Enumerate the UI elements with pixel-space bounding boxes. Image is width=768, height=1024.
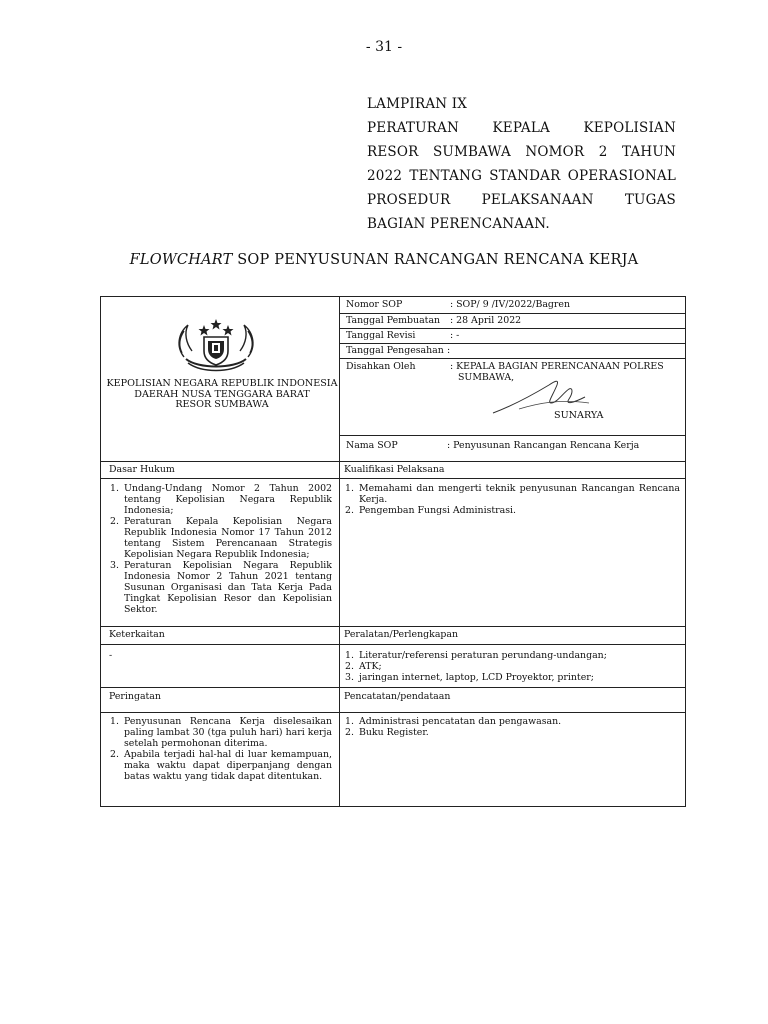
list-item: 2. Peraturan Kepala Kepolisian Negara Republik Indonesia Nomor 17 Tahun 2012 tentang Sistem Perencanaan Strategis Kepolisian Negara Republik Indonesia; [110,516,332,560]
tanggal-pembuatan-value: : 28 April 2022 [450,315,522,326]
list-item: 1. Memahami dan mengerti teknik penyusunan Rancangan Rencana Kerja. [345,483,680,505]
page-number: - 31 - [365,39,403,55]
row-divider [101,478,685,479]
list-item: 1. Penyusunan Rencana Kerja diselesaikan paling lambat 30 (tga puluh hari) hari kerja setelah permohonan diterima. [110,716,332,749]
tanggal-revisi-value: : - [450,330,460,341]
nomor-sop-label: Nomor SOP [346,299,403,310]
tanggal-pengesahan-value: : [447,345,451,356]
row-divider [101,644,685,645]
lampiran-line: 2022 TENTANG STANDAR OPERASIONAL [367,168,676,184]
tanggal-pengesahan-label: Tanggal Pengesahan [346,345,444,356]
dasar-hukum-list [102,483,332,615]
list-item: 1. Administrasi pencatatan dan pengawasan. [345,716,562,727]
nomor-sop-value: : SOP/ 9 /IV/2022/Bagren [450,299,570,310]
lampiran-line: LAMPIRAN IX [367,96,468,112]
row-divider [101,687,685,688]
section-kualifikasi-pelaksana: Kualifikasi Pelaksana [344,464,445,475]
section-keterkaitan: Keterkaitan [109,629,165,640]
row-divider [339,435,685,436]
organization-name [103,379,341,411]
nama-sop-label: Nama SOP [346,440,398,451]
nama-sop-value: : Penyusunan Rancangan Rencana Kerja [447,440,640,451]
lampiran-line: RESOR SUMBAWA NOMOR 2 TAHUN [367,144,676,160]
list-item: 2. ATK; [345,661,382,672]
org-line: RESOR SUMBAWA [175,399,269,410]
row-divider [339,343,685,344]
disahkan-oleh-value: : KEPALA BAGIAN PERENCANAAN POLRES [450,361,664,372]
list-item: 2. Apabila terjadi hal-hal di luar kemampuan, maka waktu dapat diperpanjang dengan batas waktu yang tidak dapat ditentukan. [110,749,332,782]
lampiran-block [367,92,676,236]
org-line: KEPOLISIAN NEGARA REPUBLIK INDONESIA [106,378,338,389]
pencatatan-list [337,716,680,738]
kualifikasi-list [337,483,680,516]
list-item: 1. Literatur/referensi peraturan perundang-undangan; [345,650,607,661]
org-line: DAERAH NUSA TENGGARA BARAT [134,388,310,400]
tanggal-revisi-label: Tanggal Revisi [346,330,416,341]
row-divider [339,328,685,329]
section-pencatatan: Pencatatan/pendataan [344,691,451,702]
section-peringatan: Peringatan [109,691,161,702]
sop-table [100,296,686,807]
title-rest: SOP PENYUSUNAN RANCANGAN RENCANA KERJA [232,252,639,268]
list-item: 2. Pengemban Fungsi Administrasi. [345,505,517,516]
list-item: 2. Buku Register. [345,727,429,738]
row-divider [339,358,685,359]
row-divider [101,626,685,627]
section-dasar-hukum: Dasar Hukum [109,464,175,475]
lampiran-line: PERATURAN KEPALA KEPOLISIAN [367,120,676,136]
lampiran-line: PROSEDUR PELAKSANAAN TUGAS [367,192,676,208]
disahkan-oleh-value-2: SUMBAWA, [458,372,515,383]
tanggal-pembuatan-label: Tanggal Pembuatan [346,315,441,326]
disahkan-oleh-label: Disahkan Oleh [346,361,416,372]
title-flowchart: FLOWCHART [129,252,233,268]
peringatan-list [102,716,332,782]
section-peralatan: Peralatan/Perlengkapan [344,629,459,640]
row-divider [101,712,685,713]
list-item: 3. jaringan internet, laptop, LCD Proyektor, printer; [345,672,594,683]
document-title [0,252,768,268]
list-item: 1. Undang-Undang Nomor 2 Tahun 2002 tentang Kepolisian Negara Republik Indonesia; [110,483,332,516]
list-item: 3. Peraturan Kepolisian Negara Republik Indonesia Nomor 2 Tahun 2021 tentang Susunan Organisasi dan Tata Kerja Pada Tingkat Kepolisian Resor dan Kepolisian Sektor. [110,560,332,615]
peralatan-list [337,650,680,683]
row-divider [339,313,685,314]
row-divider [101,461,685,462]
signer-name: SUNARYA [554,410,604,421]
keterkaitan-value: - [109,650,113,661]
police-emblem-icon [174,313,258,375]
lampiran-line: BAGIAN PERENCANAAN. [367,216,550,232]
